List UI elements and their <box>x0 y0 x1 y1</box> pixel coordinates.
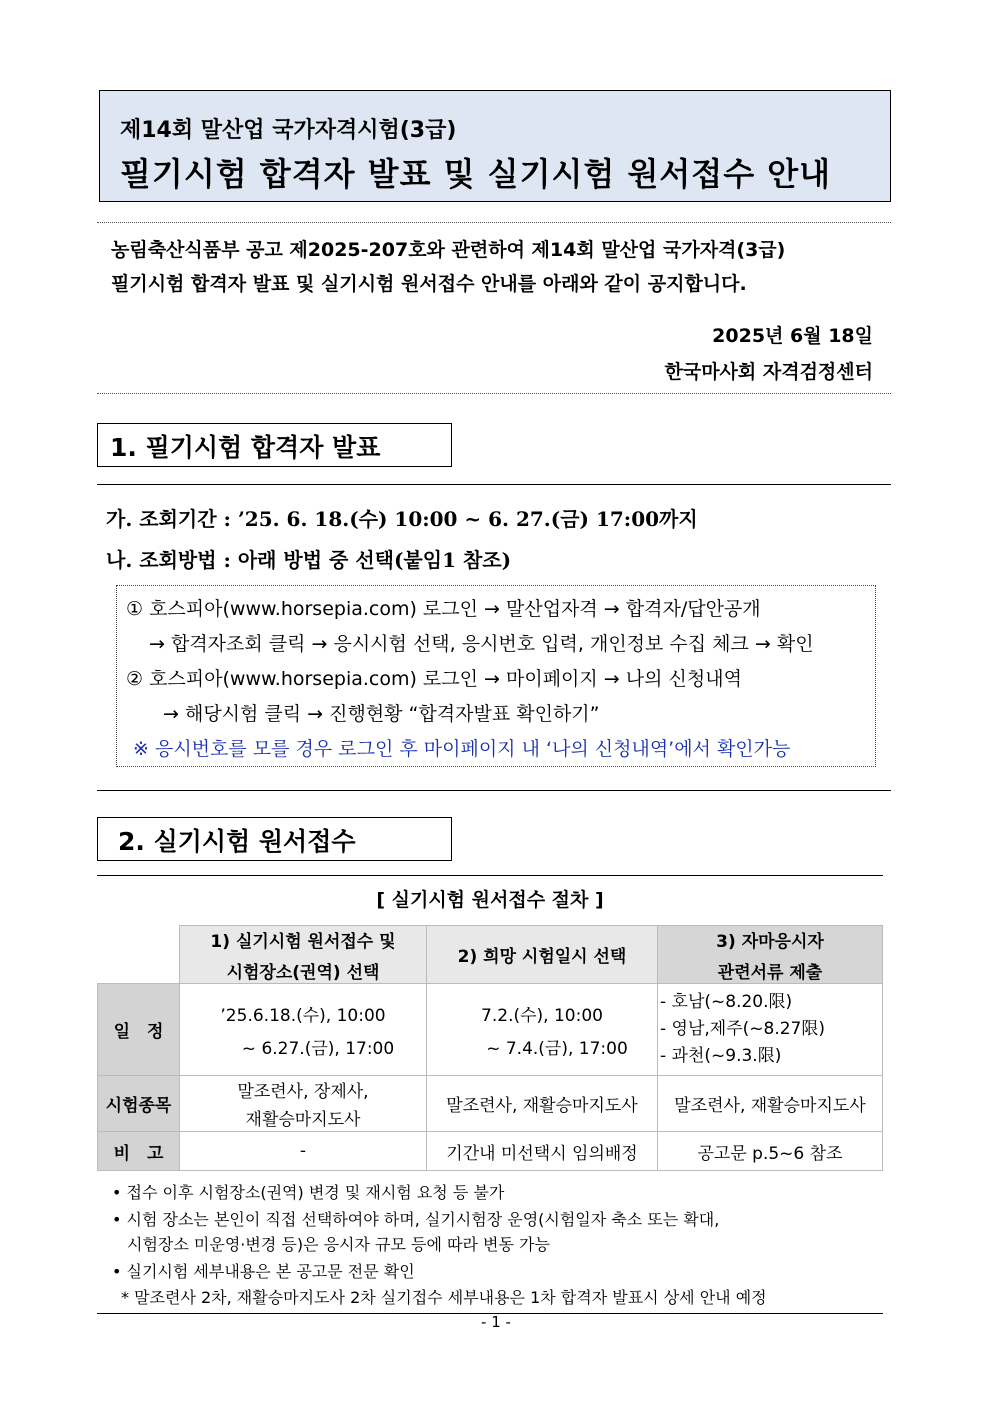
subjects-step1 <box>180 1076 427 1132</box>
section1-title: 1. 필기시험 합격자 발표 <box>97 423 452 467</box>
row-label-schedule: 일 정 <box>98 984 180 1076</box>
schedule-step2-line2: ~ 7.4.(금), 17:00 <box>486 1038 628 1059</box>
deadline-honam: - 호남(~8.20.限) <box>660 992 793 1012</box>
page-title: 필기시험 합격자 발표 및 실기시험 원서접수 안내 <box>120 155 832 193</box>
method1-line2: → 합격자조회 클릭 → 응시시험 선택, 응시번호 입력, 개인정보 수집 체크 → 확인 <box>149 633 814 655</box>
schedule-step3 <box>658 984 883 1076</box>
header-step3 <box>658 926 883 984</box>
inquiry-period: 가. 조회기간 : ’25. 6. 18.(수) 10:00 ~ 6. 27.(금) 17:00까지 <box>106 507 698 531</box>
note-2-line1: • 시험 장소는 본인이 직접 선택하여야 하며, 실기시험장 운영(시험일자 축소 또는 확대, <box>112 1210 720 1229</box>
methods-box <box>116 585 876 767</box>
login-note: ※ 응시번호를 모를 경우 로그인 후 마이페이지 내 ‘나의 신청내역’에서 확인가능 <box>133 738 791 760</box>
divider <box>97 790 891 791</box>
method1-line1: ① 호스피아(www.horsepia.com) 로그인 → 말산업자격 → 합격자/답안공개 <box>126 598 761 620</box>
header-step1 <box>180 926 427 984</box>
schedule-step1-line1: ’25.6.18.(수), 10:00 <box>220 1005 386 1026</box>
table-caption: [ 실기시험 원서접수 절차 ] <box>376 889 604 911</box>
intro-block <box>97 222 891 394</box>
header-step3-line2: 관련서류 제출 <box>717 962 823 983</box>
table-row <box>98 1132 883 1171</box>
table-row <box>98 984 883 1076</box>
divider <box>97 875 883 876</box>
header-step3-line1: 3) 자마응시자 <box>716 931 824 952</box>
row-label-subjects: 시험종목 <box>98 1076 180 1132</box>
schedule-step1-line2: ~ 6.27.(금), 17:00 <box>241 1038 395 1059</box>
method2-line2: → 해당시험 클릭 → 진행현황 “합격자발표 확인하기” <box>163 703 600 725</box>
inquiry-method: 나. 조회방법 : 아래 방법 중 선택(붙임1 참조) <box>106 548 512 572</box>
page-number: - 1 - <box>481 1313 511 1331</box>
notice-date: 2025년 6월 18일 <box>712 325 873 347</box>
section2-title: 2. 실기시험 원서접수 <box>97 817 452 861</box>
table-header-row <box>98 926 883 984</box>
note-2-line2: 시험장소 미운영·변경 등)은 응시자 규모 등에 따라 변동 가능 <box>127 1235 550 1254</box>
header-blank-cell <box>98 926 180 984</box>
deadline-yeongnam-jeju: - 영남,제주(~8.27限) <box>660 1019 825 1039</box>
schedule-step1 <box>180 984 427 1076</box>
divider <box>97 484 891 485</box>
header-step2: 2) 희망 시험일시 선택 <box>427 926 658 984</box>
table-row <box>98 1076 883 1132</box>
note-4: * 말조련사 2차, 재활승마지도사 2차 실기접수 세부내용은 1차 합격자 발표시 상세 안내 예정 <box>121 1288 767 1307</box>
remarks-step3: 공고문 p.5~6 참조 <box>658 1132 883 1171</box>
deadline-gwacheon: - 과천(~9.3.限) <box>660 1046 782 1066</box>
subjects-step2: 말조련사, 재활승마지도사 <box>427 1076 658 1132</box>
intro-line2: 필기시험 합격자 발표 및 실기시험 원서접수 안내를 아래와 같이 공지합니다. <box>111 273 747 295</box>
subjects-step1-line2: 재활승마지도사 <box>245 1110 361 1130</box>
row-label-remarks: 비 고 <box>98 1132 180 1171</box>
method2-line1: ② 호스피아(www.horsepia.com) 로그인 → 마이페이지 → 나의 신청내역 <box>126 668 742 690</box>
remarks-step2: 기간내 미선택시 임의배정 <box>427 1132 658 1171</box>
issuer: 한국마사회 자격검정센터 <box>664 361 873 383</box>
schedule-step2-line1: 7.2.(수), 10:00 <box>481 1005 603 1026</box>
note-3: • 실기시험 세부내용은 본 공고문 전문 확인 <box>112 1262 415 1281</box>
remarks-step1: - <box>180 1132 427 1171</box>
title-line1: 제14회 말산업 국가자격시험(3급) <box>120 118 457 143</box>
header-step1-line2: 시험장소(권역) 선택 <box>226 962 380 983</box>
procedure-table <box>97 925 883 1171</box>
note-1: • 접수 이후 시험장소(권역) 변경 및 재시험 요청 등 불가 <box>112 1183 505 1202</box>
title-box <box>99 90 891 202</box>
schedule-step2 <box>427 984 658 1076</box>
header-step1-line1: 1) 실기시험 원서접수 및 <box>210 931 396 952</box>
subjects-step1-line1: 말조련사, 장제사, <box>237 1082 369 1102</box>
intro-line1: 농림축산식품부 공고 제2025-207호와 관련하여 제14회 말산업 국가자격(3급) <box>111 239 786 261</box>
subjects-step3: 말조련사, 재활승마지도사 <box>658 1076 883 1132</box>
